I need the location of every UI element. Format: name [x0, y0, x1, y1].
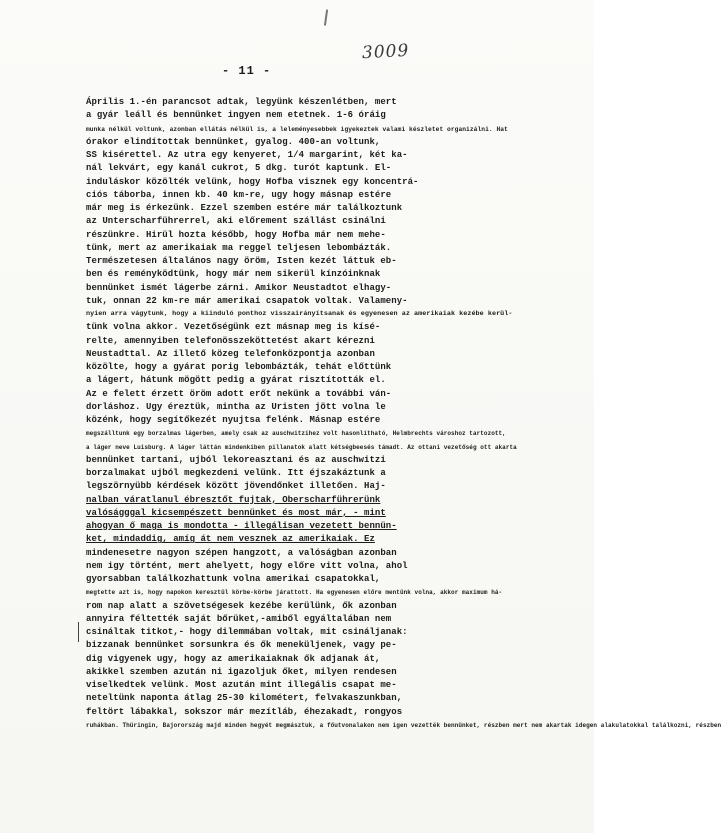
text-line: ciós táborba, innen kb. 40 km-re, ugy hogy másnap estére: [86, 189, 392, 200]
text-line: megszálltunk egy borzalmas lágerben, amely csak az auschwitzihez volt hasonlítható, Helmbrechts városhoz tartozott,: [86, 430, 506, 438]
text-line: munka nélkül voltunk, azonban ellátás nélkül is, a leleményesebbek igyekeztek valami készletet organizálni. Hat: [86, 125, 508, 133]
text-line: neteltünk naponta átlag 25-30 kilométert, felvakaszunkban,: [86, 693, 403, 704]
text-line: nem igy történt, mert ahelyett, hogy előre vitt volna, ahol: [86, 560, 408, 571]
text-line: rom nap alatt a szövetségesek kezébe kerülünk, ők azonban: [86, 600, 397, 611]
text-line: már meg is érkezünk. Ezzel szemben estére már találkoztunk: [86, 203, 403, 213]
text-line: tünk volna akkor. Vezetőségünk ezt másnap meg is kísé-: [86, 322, 381, 333]
body-text: [86, 96, 721, 732]
text-line: Április 1.-én parancsot adtak, legyünk készenlétben, mert: [86, 97, 397, 107]
text-line: nyien arra vágytunk, hogy a kiinduló ponthoz visszairányítsanak és egyenesen az amerikaiak kezébe kerül-: [86, 310, 513, 318]
text-line: órakor elindítottak bennünket, gyalog. 400-an voltunk,: [86, 136, 381, 147]
text-line: a gyár leáll és bennünket ingyen nem etetnek. 1-6 óráig: [86, 110, 386, 121]
page-number: - 11 -: [222, 64, 272, 78]
text-line: mindenesetre nagyon szépen hangzott, a valóságban azonban: [86, 547, 397, 558]
text-line: legszörnyübb kérdések között jövendőnket illetően. Haj-: [86, 481, 386, 492]
text-line: Természetesen általános nagy öröm, Isten kezét láttuk eb-: [86, 256, 397, 266]
text-line: a láger neve Luisburg. A láger láttán mindenkiben pillanatok alatt kétségbeesés támadt. Az ottani vezetőség ott akarta: [86, 443, 517, 451]
text-line: SS kisérettel. Az utra egy kenyeret, 1/4 margarint, két ka-: [86, 150, 408, 160]
margin-mark: [78, 622, 83, 642]
text-line: bennünket ismét lágerbe zárni. Amikor Neustadtot elhagy-: [86, 282, 392, 293]
text-line: nalban váratlanul ébresztőt fujtak, Oberscharführerünk: [86, 494, 381, 505]
text-line: ahogyan ő maga is mondotta - illegálisan vezetett bennün-: [86, 521, 397, 531]
text-line: közölte, hogy a gyárat porig lebombázták, tehát előttünk: [86, 362, 392, 372]
pen-mark: [324, 10, 334, 27]
text-line: gyorsabban találkozhattunk volna amerikai csapatokkal,: [86, 574, 381, 584]
text-line: dig vigyenek ugy, hogy az amerikaiaknak ők adjanak át,: [86, 653, 381, 664]
text-line: a lágert, hátunk mögött pedig a gyárat risztították el.: [86, 375, 386, 386]
text-line: részünkre. Hirül hozta később, hogy Hofba már nem mehe-: [86, 229, 386, 240]
text-line: relte, amennyiben telefonösszeköttetést akart kérezni: [86, 335, 375, 346]
text-line: ket, mindaddig, amíg át nem vesznek az amerikaiak. Ez: [86, 534, 375, 545]
text-line: feltört lábakkal, sokszor már mezítláb, éhezakadt, rongyos: [86, 706, 403, 717]
text-line: bizzanak bennünket sorsunkra és ők meneküljenek, vagy pe-: [86, 640, 397, 651]
text-line: annyira féltették saját bőrüket,-amiből egyáltalában nem: [86, 613, 392, 624]
text-line: Az e felett érzett öröm adott erőt nekünk a további ván-: [86, 388, 392, 399]
text-line: csináltak titkot,- hogy dilemmában voltak, mit csináljanak:: [86, 627, 408, 637]
text-line: megtette azt is, hogy napokon keresztül körbe-körbe járattott. Ha egyenesen előre mentünk volna, akkor maximum há-: [86, 589, 503, 597]
text-line: ruhákban. Thüringin, Bajorország majd minden hegyét megmásztuk, a főutvonalakon nem igen vezették bennünket, részben mert nem akartak idegen alakulatokkal találkozni, részben: [86, 721, 721, 729]
text-line: tünk, mert az amerikaiak ma reggel teljesen lebombázták.: [86, 242, 392, 253]
text-line: ben és reményködtünk, hogy már nem sikerül kínzóinknak: [86, 269, 381, 280]
text-line: induláskor közölték velünk, hogy Hofba visznek egy koncentrá-: [86, 176, 419, 187]
text-line: nál lekvárt, egy kanál cukrot, 5 dkg. turót kaptunk. El-: [86, 163, 392, 174]
text-line: az Unterscharführerrel, aki előrement szállást csinálni: [86, 216, 386, 227]
handwritten-number: 3009: [361, 40, 410, 64]
text-line: közénk, hogy segítőkezét nyujtsa felénk. Másnap estére: [86, 415, 381, 425]
text-line: borzalmakat ujból megkezdeni velünk. Itt éjszakáztunk a: [86, 468, 386, 478]
text-line: Neustadttal. Az illető közeg telefonközpontja azonban: [86, 348, 375, 359]
text-line: akikkel szemben azután ni igazoljuk őket, milyen rendesen: [86, 666, 397, 677]
text-line: viselkedtek velünk. Most azután mint illegális csapat me-: [86, 680, 397, 690]
text-line: bennünket tartani, ujból lekoreasztani és az auschwitzi: [86, 454, 386, 465]
text-line: dorláshoz. Ugy éreztük, mintha az Uristen jött volna le: [86, 401, 386, 412]
text-line: valóságggal kicsempészett bennünket és most már, - mint: [86, 507, 386, 518]
text-line: tuk, onnan 22 km-re már amerikai csapatok voltak. Valameny-: [86, 295, 408, 306]
